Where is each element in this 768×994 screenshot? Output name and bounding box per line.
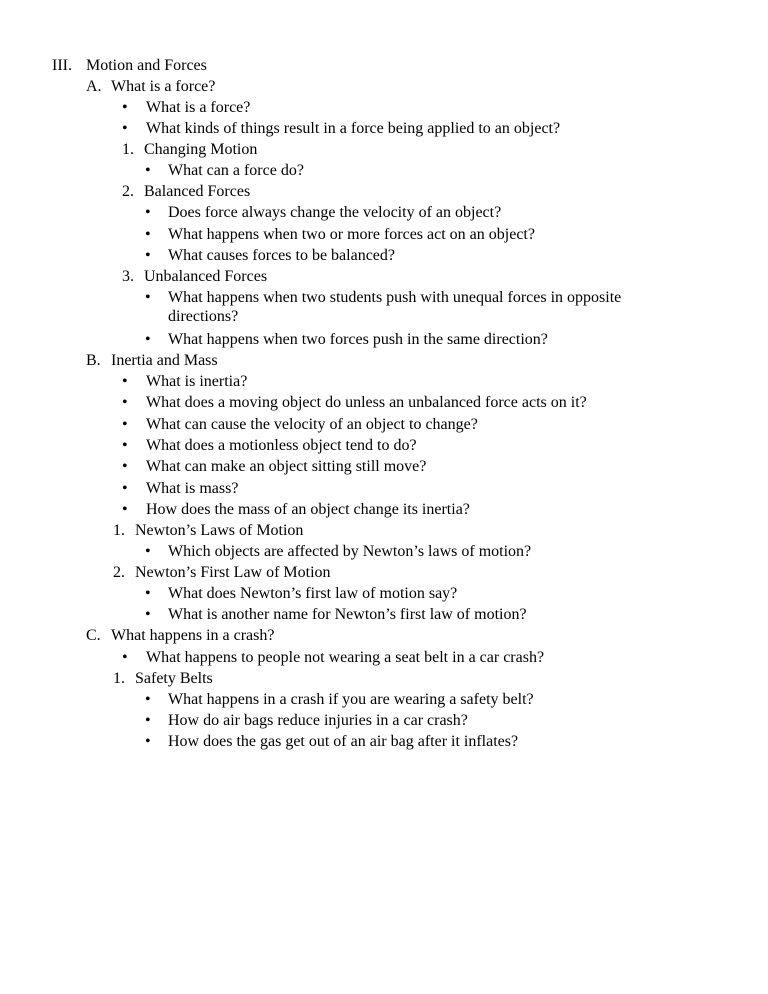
subsection-title: Newton’s Laws of Motion (135, 522, 304, 539)
bullet-marker (145, 205, 151, 221)
part-letter: A. (86, 78, 102, 95)
bullet-text: What can cause the velocity of an object to change? (146, 416, 478, 433)
section-numeral: III. (52, 57, 72, 74)
bullet-marker (122, 395, 128, 411)
bullet-text: What happens when two students push with unequal forces in opposite directions? (168, 289, 622, 325)
bullet-marker (122, 459, 128, 475)
bullet-marker (122, 374, 128, 390)
bullet-marker (145, 544, 151, 560)
bullet-marker (122, 417, 128, 433)
bullet-text: What is inertia? (146, 373, 248, 390)
bullet-text: How does the gas get out of an air bag after it inflates? (168, 733, 519, 750)
bullet-marker (145, 248, 151, 264)
bullet-marker (145, 163, 151, 179)
subsection-number: 2. (113, 564, 125, 581)
bullet-marker (122, 481, 128, 497)
part-letter: C. (86, 627, 101, 644)
bullet-text: What can a force do? (168, 162, 304, 179)
subsection-number: 1. (122, 141, 134, 158)
subsection-number: 2. (122, 183, 134, 200)
bullet-marker (145, 332, 151, 348)
bullet-marker (145, 290, 151, 306)
bullet-marker (145, 692, 151, 708)
bullet-text: What kinds of things result in a force being applied to an object? (146, 120, 561, 137)
subsection-number: 1. (113, 522, 125, 539)
bullet-text: What does a motionless object tend to do? (146, 437, 417, 454)
subsection-number: 1. (113, 670, 125, 687)
bullet-marker (145, 586, 151, 602)
subsection-number: 3. (122, 268, 134, 285)
bullet-text: What does a moving object do unless an unbalanced force acts on it? (146, 394, 587, 411)
bullet-text: How do air bags reduce injuries in a car crash? (168, 712, 468, 729)
bullet-marker (145, 607, 151, 623)
bullet-text: Which objects are affected by Newton’s laws of motion? (168, 543, 532, 560)
bullet-text: What is mass? (146, 480, 239, 497)
bullet-text: Does force always change the velocity of an object? (168, 204, 502, 221)
subsection-title: Balanced Forces (144, 183, 251, 200)
subsection-title: Newton’s First Law of Motion (135, 564, 331, 581)
bullet-marker (145, 227, 151, 243)
bullet-marker (145, 734, 151, 750)
bullet-text: What does Newton’s first law of motion say? (168, 585, 458, 602)
bullet-marker (122, 502, 128, 518)
bullet-marker (122, 100, 128, 116)
bullet-text: How does the mass of an object change its inertia? (146, 501, 470, 518)
bullet-marker (122, 121, 128, 137)
bullet-text: What causes forces to be balanced? (168, 247, 395, 264)
part-title: What happens in a crash? (111, 627, 275, 644)
subsection-title: Changing Motion (144, 141, 258, 158)
bullet-text: What is another name for Newton’s first law of motion? (168, 606, 527, 623)
subsection-title: Safety Belts (135, 670, 213, 687)
bullet-text: What can make an object sitting still move? (146, 458, 427, 475)
part-title: What is a force? (111, 78, 216, 95)
bullet-text: What happens to people not wearing a seat belt in a car crash? (146, 649, 545, 666)
subsection-title: Unbalanced Forces (144, 268, 268, 285)
bullet-text: What happens when two forces push in the same direction? (168, 331, 548, 348)
part-letter: B. (86, 352, 101, 369)
bullet-text: What happens in a crash if you are wearing a safety belt? (168, 691, 534, 708)
bullet-marker (122, 650, 128, 666)
bullet-marker (122, 438, 128, 454)
bullet-text: What happens when two or more forces act on an object? (168, 226, 535, 243)
bullet-marker (145, 713, 151, 729)
part-title: Inertia and Mass (111, 352, 218, 369)
bullet-text: What is a force? (146, 99, 251, 116)
section-title: Motion and Forces (86, 57, 207, 74)
